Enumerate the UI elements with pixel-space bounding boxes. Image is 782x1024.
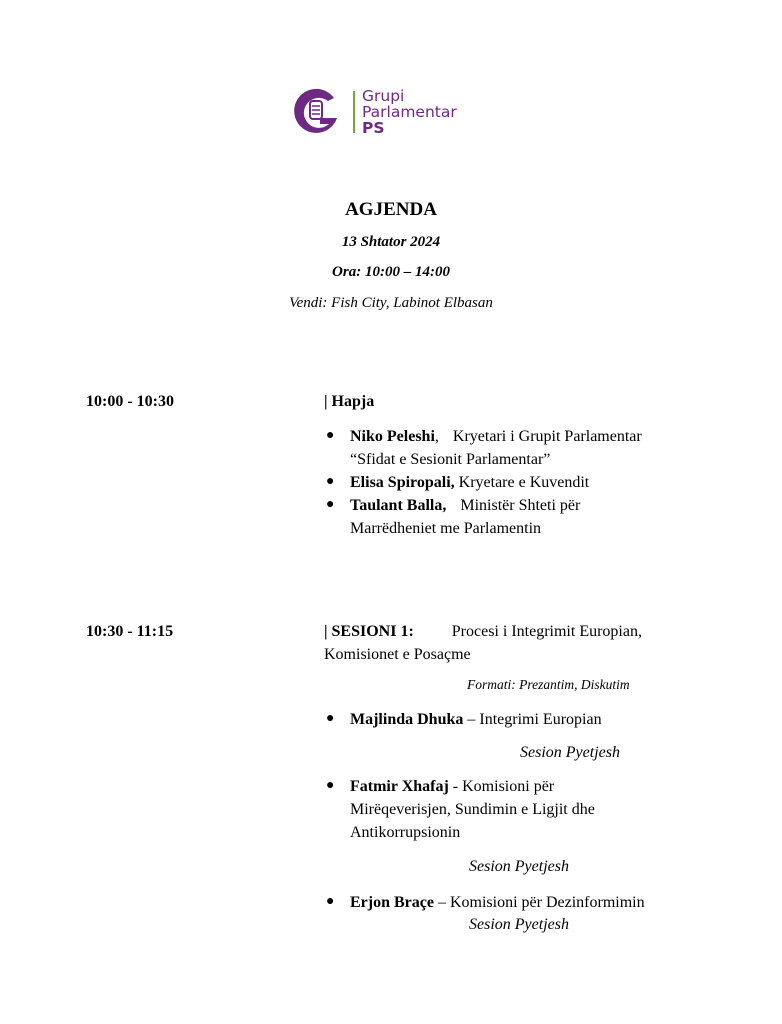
speaker-name: Taulant Balla, — [350, 497, 447, 514]
block2-time: 10:30 - 11:15 — [86, 623, 174, 640]
speaker-item — [350, 425, 642, 448]
speaker-role-cont: Antikorrupsionin — [350, 824, 461, 841]
speaker-role: Ministër Shteti për — [460, 497, 581, 514]
agenda-date: 13 Shtator 2024 — [341, 234, 441, 250]
block1-heading: | Hapja — [324, 393, 375, 410]
speaker-name: Fatmir Xhafaj — [350, 778, 449, 795]
speaker-item — [350, 708, 602, 731]
speaker-item — [350, 494, 580, 517]
speaker-name: Niko Peleshi — [350, 428, 435, 445]
page-title: AGJENDA — [345, 199, 437, 220]
speaker-role-cont: Marrëdheniet me Parlamentin — [350, 520, 542, 537]
bullet-icon: ● — [326, 428, 335, 443]
speaker-sep: , — [434, 428, 439, 445]
block2-heading — [324, 620, 642, 643]
logo-line-parlamentar: Parlamentar — [362, 103, 457, 121]
speaker-role: Kryetare e Kuvendit — [458, 474, 590, 491]
speaker-item — [350, 775, 554, 798]
bullet-icon: ● — [326, 711, 335, 726]
speaker-role: – Integrimi Europian — [467, 711, 602, 728]
bullet-icon: ● — [326, 894, 335, 909]
speaker-topic: “Sfidat e Sesionit Parlamentar” — [350, 451, 551, 468]
speaker-name: Elisa Spiropali, — [350, 474, 455, 491]
session-format: Formati: Prezantim, Diskutim — [467, 677, 630, 692]
speaker-role: - Komisioni për — [452, 778, 555, 795]
party-logo — [288, 84, 478, 140]
session-title-cont: Komisionet e Posaçme — [324, 646, 471, 663]
speaker-name: Majlinda Dhuka — [350, 711, 464, 728]
bullet-icon: ● — [326, 778, 335, 793]
agenda-venue: Vendi: Fish City, Labinot Elbasan — [289, 295, 493, 311]
speaker-item — [350, 891, 645, 914]
logo-line-ps: PS — [362, 119, 385, 137]
bullet-icon: ● — [326, 474, 335, 489]
q-session: Sesion Pyetjesh — [469, 916, 569, 933]
session-title: Procesi i Integrimit Europian, — [451, 623, 642, 640]
speaker-item — [350, 471, 589, 494]
q-session: Sesion Pyetjesh — [469, 858, 569, 875]
speaker-role: – Komisioni për Dezinformimin — [437, 894, 645, 911]
session-label: | SESIONI 1: — [324, 623, 414, 640]
speaker-role-cont: Mirëqeverisjen, Sundimin e Ligjit dhe — [350, 801, 595, 818]
bullet-icon: ● — [326, 497, 335, 512]
logo-line-grupi: Grupi — [362, 87, 405, 105]
logo-divider — [353, 91, 355, 133]
speaker-role: Kryetari i Grupit Parlamentar — [452, 428, 642, 445]
g-emblem-icon — [288, 84, 348, 140]
block1-time: 10:00 - 10:30 — [86, 393, 174, 410]
speaker-name: Erjon Braçe — [350, 894, 434, 911]
q-session: Sesion Pyetjesh — [520, 744, 620, 761]
agenda-hours: Ora: 10:00 – 14:00 — [332, 264, 450, 280]
